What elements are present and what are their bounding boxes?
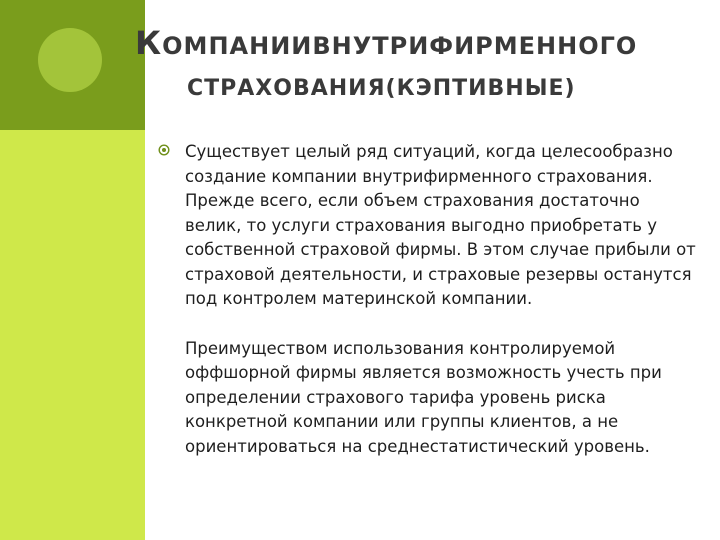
slide-body bbox=[158, 140, 698, 459]
body-paragraph-1: Существует целый ряд ситуаций, когда целесообразно создание компании внутрифирменного страхования. Прежде всего, если объем страхования достаточно велик, то услуги страхования выгодно приобретать у собственной страховой фирмы. В этом случае прибыли от страховой деятельности, и страховые резервы останутся под контролем материнской компании. bbox=[185, 142, 696, 308]
slide-title-line-2: СТРАХОВАНИЯ(КЭПТИВНЫЕ) bbox=[187, 76, 576, 101]
title-initial-letter: К bbox=[135, 24, 163, 62]
body-paragraph-2: Преимуществом использования контролируемой оффшорной фирмы является возможность учесть при определении страхового тарифа уровень риска конкретной компании или группы клиентов, а не ориентироваться на среднестатистический уровень. bbox=[185, 338, 662, 456]
slide-title-line-1 bbox=[135, 24, 637, 62]
title-background bbox=[145, 0, 720, 130]
circle-decoration-icon bbox=[38, 28, 102, 92]
title-line-1-text: ОМПАНИИВНУТРИФИРМЕННОГО bbox=[162, 32, 638, 60]
bullet-item bbox=[158, 140, 698, 312]
circled-dot-bullet-icon bbox=[158, 144, 170, 156]
title-band bbox=[0, 0, 720, 130]
